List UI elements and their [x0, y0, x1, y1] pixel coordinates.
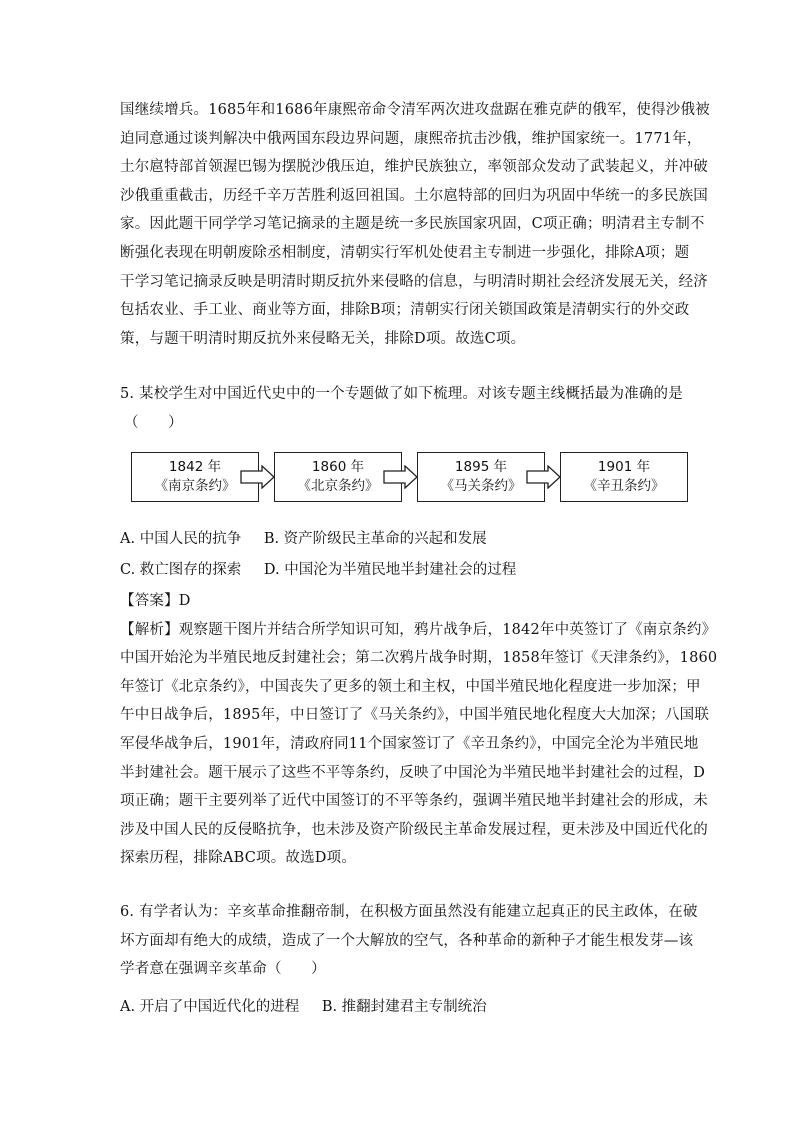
timeline-year: 1901 年 — [597, 459, 651, 475]
timeline-year: 1895 年 — [454, 459, 508, 475]
question-6-stem — [120, 898, 698, 984]
treaty-timeline — [131, 452, 691, 508]
text-line: 沙俄重重截击，历经千辛万苦胜利返回祖国。土尔扈特部的回归为巩固中华统一的多民族国 — [120, 187, 708, 204]
text-line: 项正确；题干主要列举了近代中国签订的不平等条约，强调半殖民地半封建社会的形成，未 — [120, 793, 708, 810]
text-line: 策，与题干明清时期反抗外来侵略无关，排除D项。故选C项。 — [120, 330, 526, 347]
text-line: 断强化表现在明朝废除丞相制度，清朝实行军机处使君主专制进一步强化，排除A项；题 — [120, 244, 690, 261]
text-line: 【解析】观察题干图片并结合所学知识可知，鸦片战争后，1842年中英签订了《南京条约》 — [120, 621, 717, 638]
question-text: 学者意在强调辛亥革命（ ） — [120, 961, 326, 978]
timeline-treaty: 《辛丑条约》 — [583, 478, 665, 494]
right-arrow-icon — [526, 465, 562, 489]
option-a[interactable]: A. 中国人民的抗争 — [120, 531, 242, 547]
text-line: 土尔扈特部首领渥巴锡为摆脱沙俄压迫，维护民族独立，率领部众发动了武装起义，并冲破 — [120, 159, 708, 176]
timeline-treaty: 《北京条约》 — [297, 478, 379, 494]
text-line: 家。因此题干同学学习笔记摘录的主题是统一多民族国家巩固，C项正确；明清君主专制不 — [120, 216, 705, 233]
text-line: 午中日战争后，1895年，中日签订了《马关条约》，中国半殖民地化程度大大加深；八国联 — [120, 707, 710, 724]
question-text: 坏方面却有绝大的成绩，造成了一个大解放的空气，各种革命的新种子才能生根发芽—该 — [120, 932, 694, 949]
option-b[interactable]: B. 推翻封建君主专制统治 — [321, 999, 487, 1015]
option-a[interactable]: A. 开启了中国近代化的进程 — [120, 999, 300, 1015]
right-arrow-icon — [383, 465, 419, 489]
timeline-year: 1842 年 — [168, 459, 222, 475]
text-line: 年签订《北京条约》，中国丧失了更多的领土和主权，中国半殖民地化程度进一步加深；甲 — [120, 678, 701, 695]
question-5-answer-block — [120, 587, 718, 873]
right-arrow-icon — [240, 465, 276, 489]
text-line: 国继续增兵。1685年和1686年康熙帝命令清军两次进攻盘踞在雅克萨的俄军，使得沙俄被 — [120, 102, 710, 118]
text-line: 探索历程，排除ABC项。故选D项。 — [120, 850, 357, 867]
text-line: 军侵华战争后，1901年，清政府同11个国家签订了《辛丑条约》，中国完全沦为半殖民地 — [120, 735, 699, 752]
text-line: 包括农业、手工业、商业等方面，排除B项；清朝实行闭关锁国政策是清朝实行的外交政 — [120, 302, 690, 319]
question-text: 6. 有学者认为：辛亥革命推翻帝制，在积极方面虽然没有能建立起真正的民主政体，在破 — [120, 904, 698, 920]
timeline-treaty: 《马关条约》 — [440, 478, 522, 494]
text-line: 中国开始沦为半殖民地反封建社会；第二次鸦片战争时期，1858年签订《天津条约》，1860 — [120, 650, 718, 667]
answer-label: 【答案】D — [120, 593, 191, 609]
text-line: 半封建社会。题干展示了这些不平等条约，反映了中国沦为半殖民地半封建社会的过程，D — [120, 764, 706, 781]
answer-paren: （ ） — [124, 414, 183, 431]
option-d[interactable]: D. 中国沦为半殖民地半封建社会的过程 — [263, 562, 517, 578]
text-line: 涉及中国人民的反侵略抗争，也未涉及资产阶级民主革命发展过程，更未涉及中国近代化的 — [120, 821, 708, 838]
text-line: 干学习笔记摘录反映是明清时期反抗外来侵略的信息，与明清时期社会经济发展无关，经济 — [120, 273, 708, 290]
text-line: 迫同意通过谈判解决中俄两国东段边界问题，康熙帝抗击沙俄，维护国家统一。1771年， — [120, 130, 702, 147]
timeline-year: 1860 年 — [311, 459, 365, 475]
option-c[interactable]: C. 救亡图存的探索 — [120, 562, 242, 578]
timeline-treaty: 《南京条约》 — [154, 478, 236, 494]
question-text: 5. 某校学生对中国近代史中的一个专题做了如下梳理。对该专题主线概括最为准确的是 — [120, 386, 683, 402]
question-5-stem — [120, 380, 683, 437]
timeline-box-1901 — [560, 452, 688, 502]
option-b[interactable]: B. 资产阶级民主革命的兴起和发展 — [263, 531, 487, 547]
previous-analysis — [120, 96, 710, 353]
